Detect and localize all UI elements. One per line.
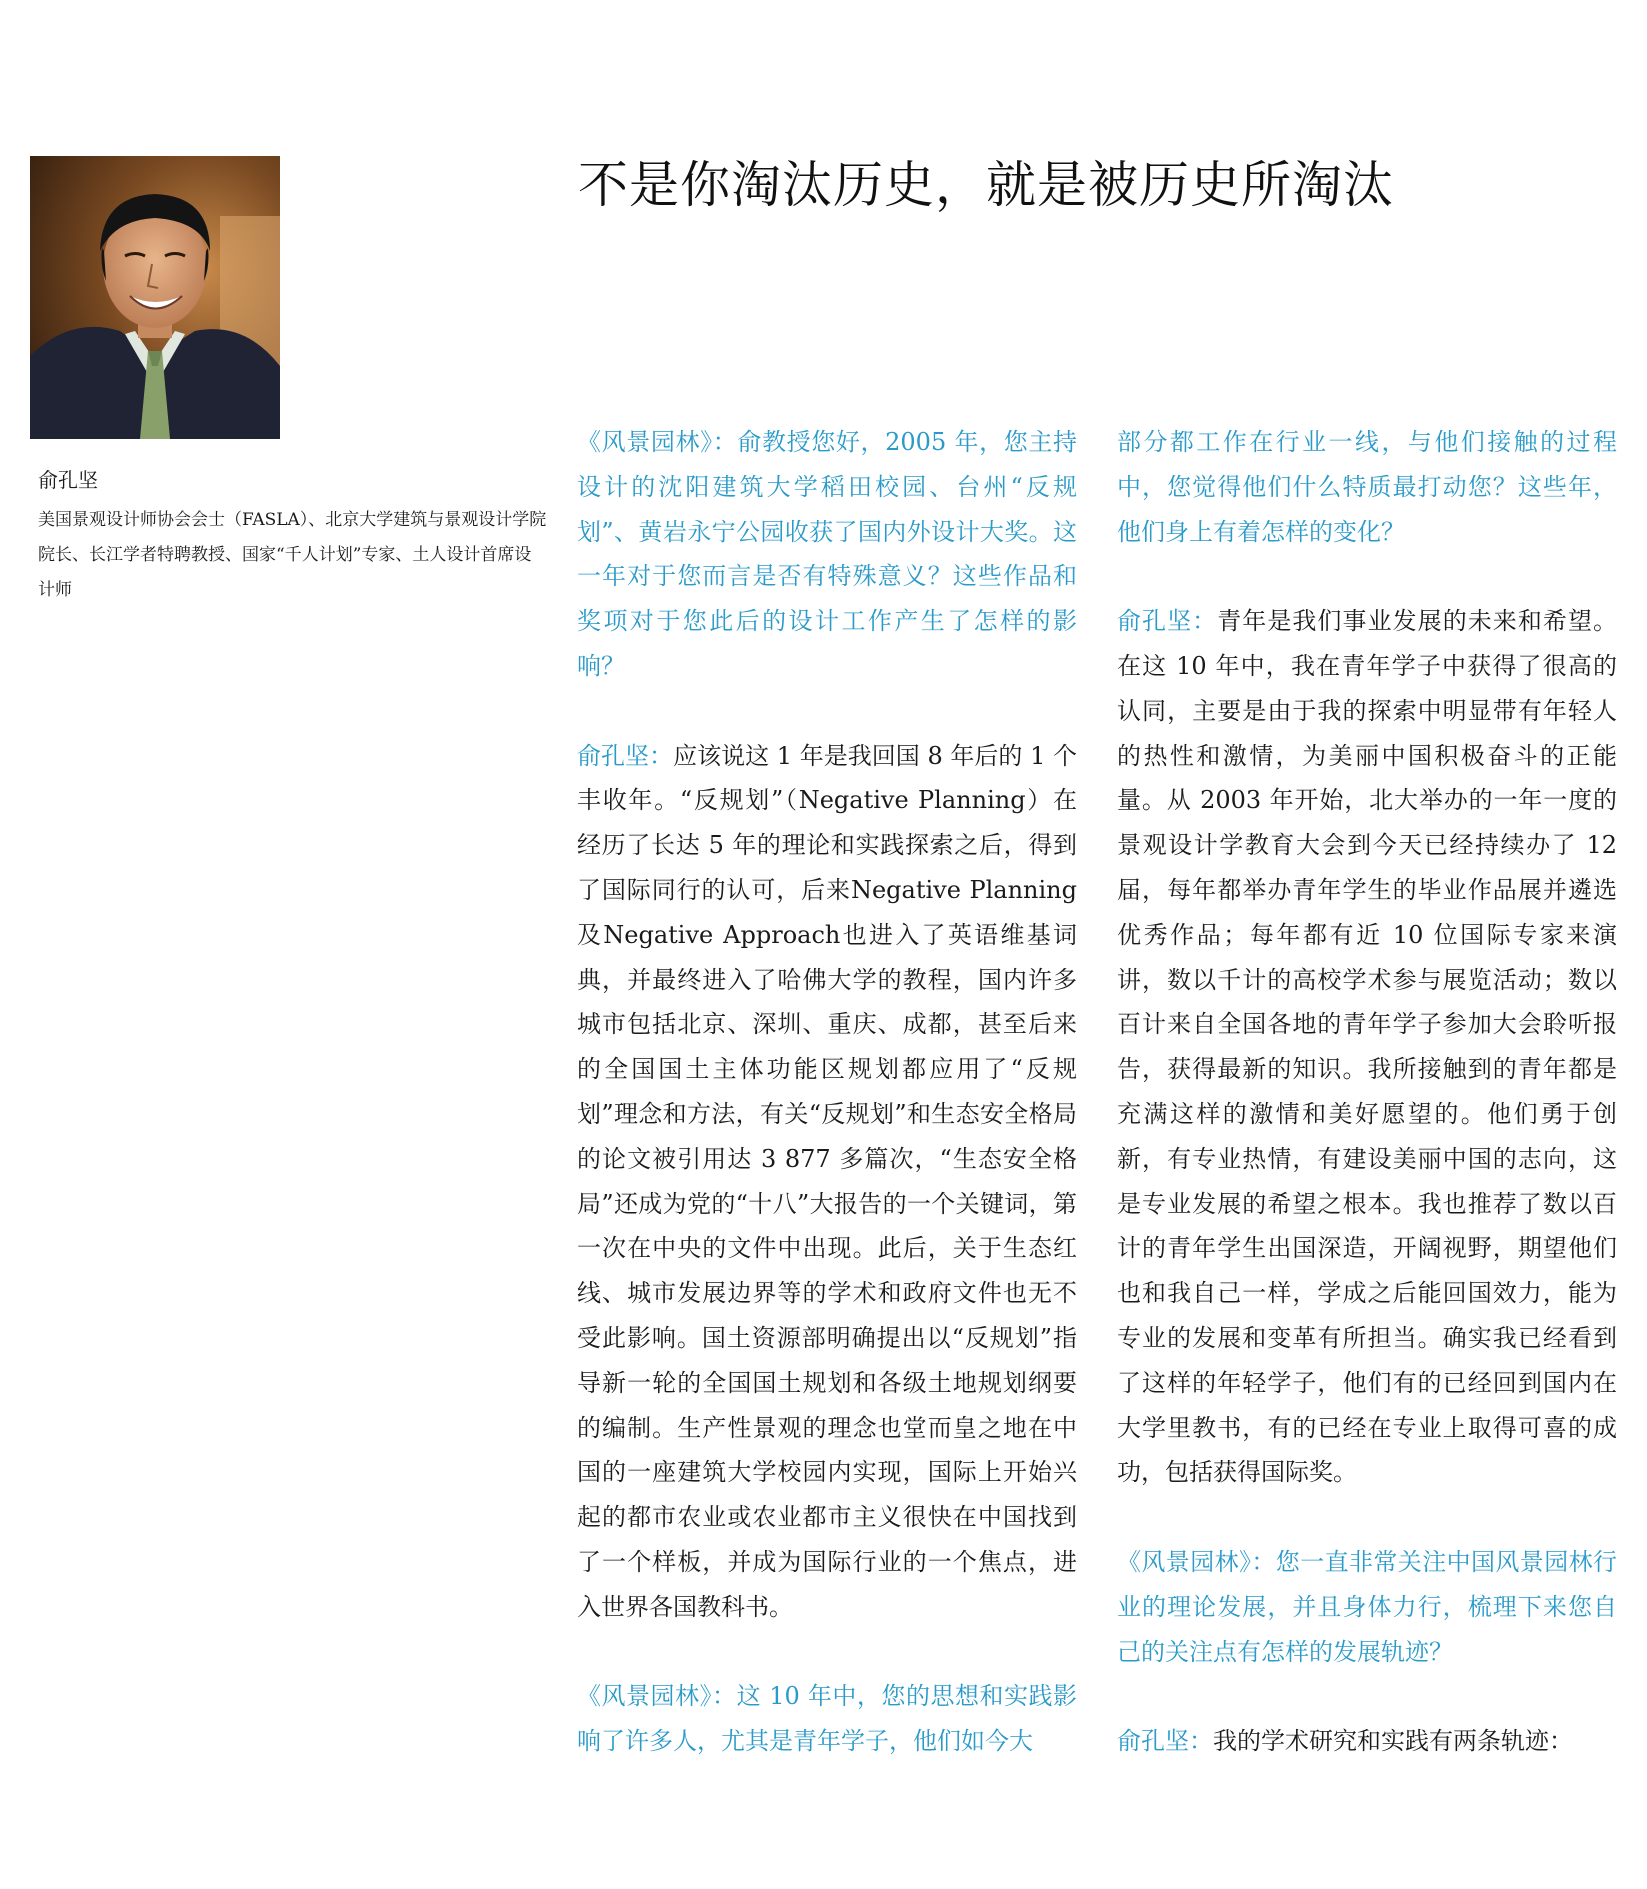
page-title: 不是你淘汰历史，就是被历史所淘汰 bbox=[578, 156, 1394, 214]
answer-1-speaker: 俞孔坚： bbox=[577, 741, 674, 770]
question-2-continued: 部分都工作在行业一线，与他们接触的过程中，您觉得他们什么特质最打动您？这些年，他们身上有着怎样的变化？ bbox=[1117, 428, 1617, 546]
portrait-icon bbox=[30, 156, 280, 439]
answer-2-text: 青年是我们事业发展的未来和希望。在这 10 年中，我在青年学子中获得了很高的认同，主要是由于我的探索中明显带有年轻人的热性和激情，为美丽中国积极奋斗的正能量。从 2003 年开始，北大举办的一年一度的景观设计学教育大会到今天已经持续办了 12 届，每年都举办青年学生的毕业作品展并遴选优秀作品；每年都有近 10 位国际专家来演讲，数以千计的高校学术参与展览活动；数以百计来自全国各地的青年学子参加大会聆听报告，获得最新的知识。我所接触到的青年都是充满这样的激情和美好愿望的。他们勇于创新，有专业热情，有建设美丽中国的志向，这是专业发展的希望之根本。我也推荐了数以百计的青年学生出国深造，开阔视野，期望他们也和我自己一样，学成之后能回国效力，能为专业的发展和变革有所担当。确实我已经看到了这样的年轻学子，他们有的已经回到国内在大学里教书，有的已经在专业上取得可喜的成功，包括获得国际奖。 bbox=[1117, 607, 1618, 1487]
article-column-right bbox=[1117, 420, 1617, 1809]
answer-1 bbox=[577, 734, 1077, 1630]
profile-name: 俞孔坚 bbox=[38, 468, 98, 492]
profile-bio: 美国景观设计师协会会士（FASLA）、北京大学建筑与景观设计学院院长、长江学者特聘教授、国家“千人计划”专家、土人设计首席设计师 bbox=[38, 510, 547, 600]
answer-3-speaker: 俞孔坚： bbox=[1117, 1727, 1213, 1756]
answer-2 bbox=[1117, 599, 1617, 1495]
question-3: 《风景园林》：您一直非常关注中国风景园林行业的理论发展，并且身体力行，梳理下来您自己的关注点有怎样的发展轨迹？ bbox=[1117, 1547, 1617, 1666]
answer-3-text: 我的学术研究和实践有两条轨迹： bbox=[1213, 1727, 1573, 1756]
question-2-start: 《风景园林》：这 10 年中，您的思想和实践影响了许多人，尤其是青年学子，他们如今大 bbox=[577, 1682, 1077, 1756]
portrait-photo bbox=[30, 156, 280, 439]
answer-2-speaker: 俞孔坚： bbox=[1117, 607, 1218, 636]
answer-1-text: 应该说这 1 年是我回国 8 年后的 1 个丰收年。“反规划”（Negative Planning）在经历了长达 5 年的理论和实践探索之后，得到了国际同行的认可，后来Negative Planning及Negative Approach也进入了英语维基词典，并最终进入了哈佛大学的教程，国内许多城市包括北京、深圳、重庆、成都，甚至后来的全国国土主体功能区规划都应用了“反规划”理念和方法，有关“反规划”和生态安全格局的论文被引用达 3 877 多篇次，“生态安全格局”还成为党的“十八”大报告的一个关键词，第一次在中央的文件中出现。此后，关于生态红线、城市发展边界等的学术和政府文件也无不受此影响。国土资源部明确提出以“反规划”指导新一轮的全国国土规划和各级土地规划纲要的编制。生产性景观的理念也堂而皇之地在中国的一座建筑大学校园内实现，国际上开始兴起的都市农业或农业都市主义很快在中国找到了一个样板，并成为国际行业的一个焦点，进入世界各国教科书。 bbox=[577, 741, 1077, 1621]
article-column-left bbox=[577, 420, 1077, 1809]
question-1: 《风景园林》：俞教授您好，2005 年，您主持设计的沈阳建筑大学稻田校园、台州“反规划”、黄岩永宁公园收获了国内外设计大奖。这一年对于您而言是否有特殊意义？这些作品和奖项对于您此后的设计工作产生了怎样的影响？ bbox=[577, 428, 1077, 680]
profile-caption bbox=[38, 465, 548, 608]
answer-3 bbox=[1117, 1719, 1617, 1764]
